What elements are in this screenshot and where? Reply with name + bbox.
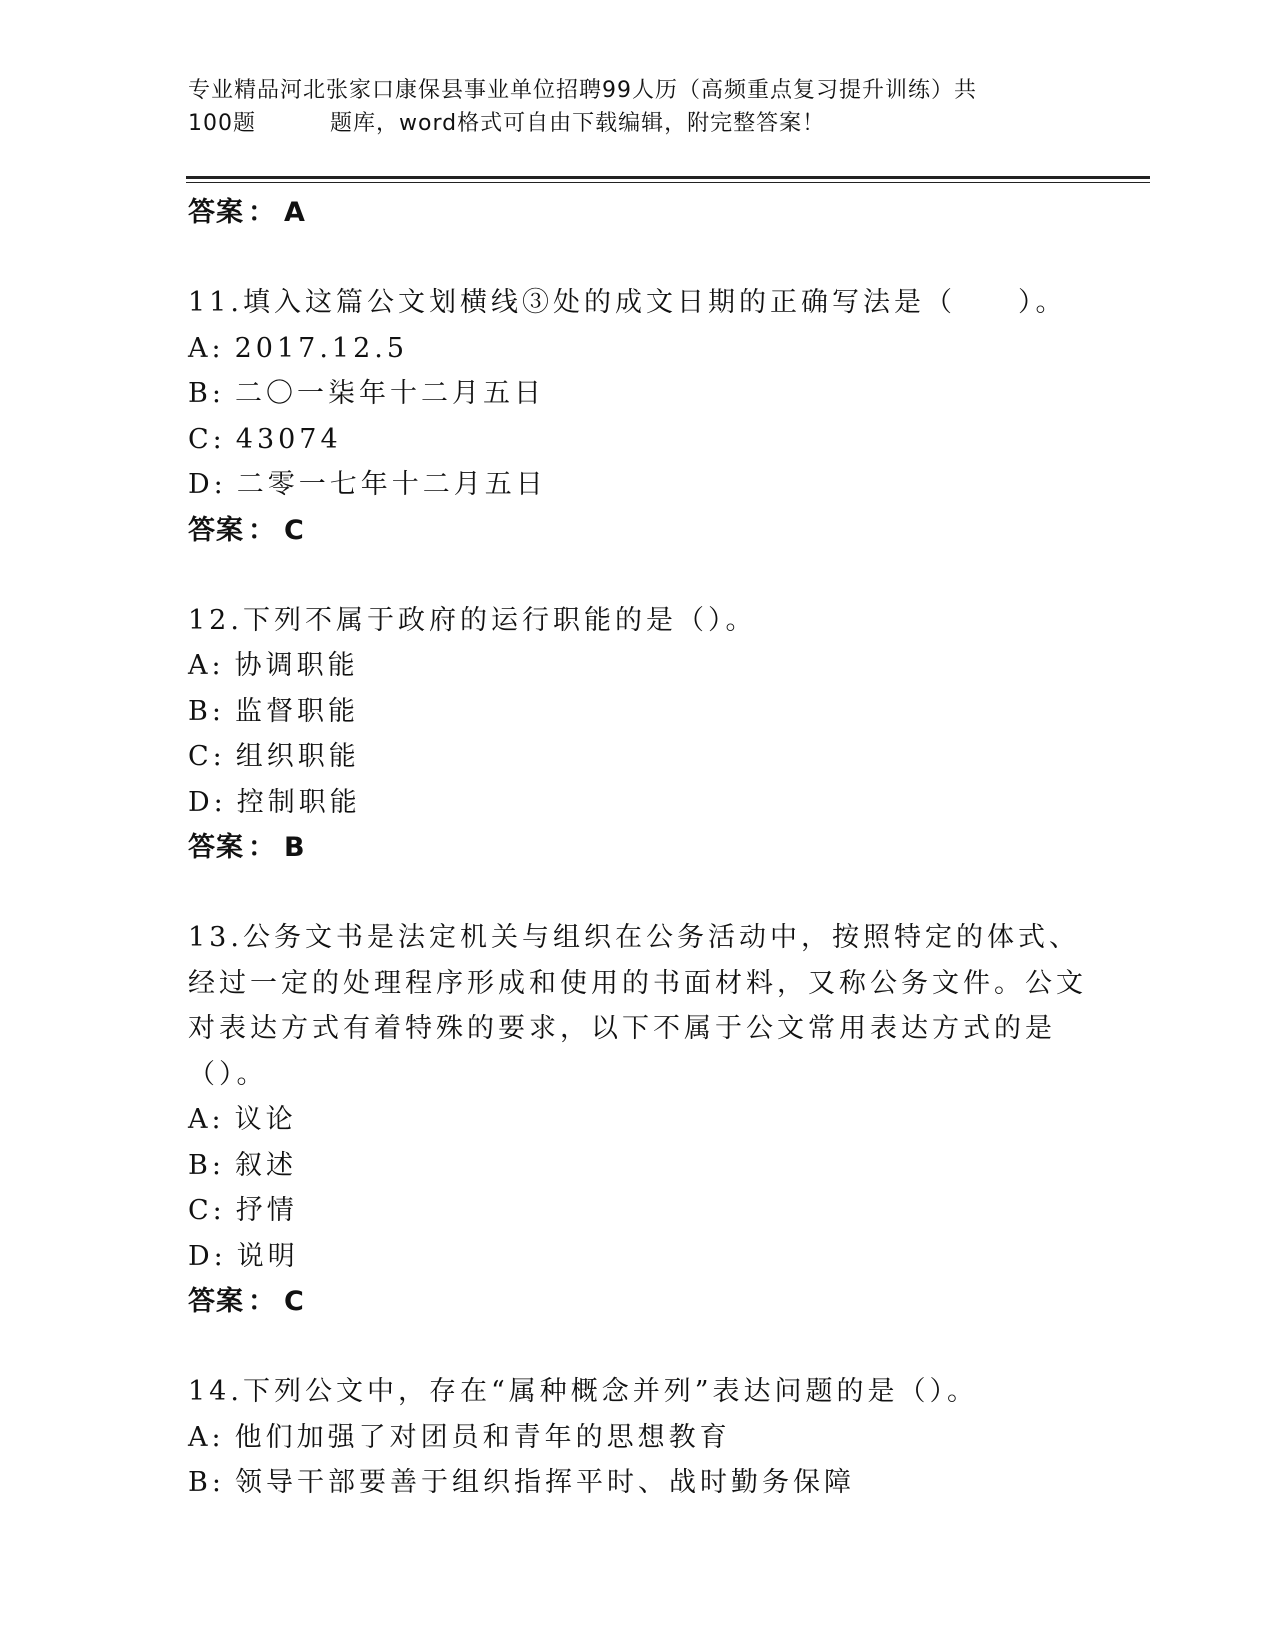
option-a <box>188 1415 1088 1461</box>
answer-line: 答案 ： C <box>188 1286 305 1317</box>
question-14 <box>188 1369 1088 1506</box>
option-text: 二零一七年十二月五日 <box>236 469 547 500</box>
option-text: 43074 <box>235 423 342 455</box>
header-divider-thick <box>186 176 1150 179</box>
option-a <box>188 326 1088 372</box>
option-d <box>188 780 1088 826</box>
option-a <box>188 1097 1088 1143</box>
document-header <box>188 74 1068 140</box>
option-text: 2017.12.5 <box>234 332 409 364</box>
option-text: 协调职能 <box>234 650 359 681</box>
header-question-count: 100题 <box>188 111 256 136</box>
header-title-line-2 <box>188 107 1068 140</box>
option-key: C: <box>188 423 226 455</box>
option-key: D: <box>188 469 227 500</box>
option-key: A: <box>188 1104 225 1135</box>
option-key: D: <box>188 786 227 818</box>
option-text: 叙述 <box>234 1149 297 1181</box>
question-stem: 13.公务文书是法定机关与组织在公务活动中，按照特定的体式、经过一定的处理程序形成和使用的书面材料，又称公务文件。公文对表达方式有着特殊的要求，以下不属于公文常用表达方式的是（）。 <box>188 922 1087 1090</box>
question-stem: 11.填入这篇公文划横线③处的成文日期的正确写法是（ ）。 <box>188 287 1067 318</box>
answer-line: 答案 ： C <box>188 514 305 546</box>
question-11 <box>188 280 1088 554</box>
answer-label: 答案 <box>188 832 244 863</box>
option-text: 他们加强了对团员和青年的思想教育 <box>234 1421 731 1453</box>
option-b <box>188 1460 1088 1506</box>
answer-value: C <box>284 1286 305 1317</box>
option-c <box>188 417 1088 463</box>
answer-label: 答案 <box>188 1286 244 1317</box>
option-key: C: <box>188 741 226 772</box>
option-b <box>188 1143 1088 1189</box>
option-text: 控制职能 <box>236 786 361 818</box>
header-divider-thin <box>186 182 1150 183</box>
option-c <box>188 734 1088 780</box>
option-key: A: <box>188 1421 225 1453</box>
option-b <box>188 689 1088 735</box>
option-text: 领导干部要善于组织指挥平时、战时勤务保障 <box>234 1467 855 1498</box>
header-description: 题库，word格式可自由下载编辑，附完整答案！ <box>330 111 826 136</box>
question-stem: 14.下列公文中，存在“属种概念并列”表达问题的是（）。 <box>188 1376 979 1407</box>
option-d <box>188 462 1088 508</box>
answer-value: B <box>284 832 306 863</box>
option-key: A: <box>188 650 225 681</box>
option-text: 说明 <box>236 1240 299 1272</box>
question-13 <box>188 915 1088 1325</box>
answer-label: 答案 <box>188 514 244 546</box>
option-text: 监督职能 <box>234 695 359 727</box>
question-list <box>188 190 1088 1506</box>
option-c <box>188 1188 1088 1234</box>
option-key: B: <box>188 1467 225 1498</box>
answer-label: 答案 <box>188 197 244 228</box>
answer-value: A <box>284 197 306 228</box>
option-b <box>188 371 1088 417</box>
answer-line: 答案 ： B <box>188 832 306 863</box>
answer-line: 答案 ： A <box>188 197 306 228</box>
option-a <box>188 643 1088 689</box>
option-text: 组织职能 <box>235 741 360 772</box>
option-key: A: <box>188 332 225 364</box>
option-d <box>188 1234 1088 1280</box>
option-key: B: <box>188 695 225 727</box>
question-12 <box>188 598 1088 872</box>
option-key: B: <box>188 1149 225 1181</box>
option-key: D: <box>188 1240 227 1272</box>
option-key: B: <box>188 378 225 409</box>
option-key: C: <box>188 1195 226 1226</box>
option-text: 抒情 <box>235 1195 298 1226</box>
header-title-line-1: 专业精品河北张家口康保县事业单位招聘99人历（高频重点复习提升训练）共 <box>188 78 977 103</box>
question-stem: 12.下列不属于政府的运行职能的是（）。 <box>188 604 757 636</box>
option-text: 议论 <box>234 1104 297 1135</box>
answer-value: C <box>284 514 305 546</box>
option-text: 二〇一柒年十二月五日 <box>234 378 545 409</box>
